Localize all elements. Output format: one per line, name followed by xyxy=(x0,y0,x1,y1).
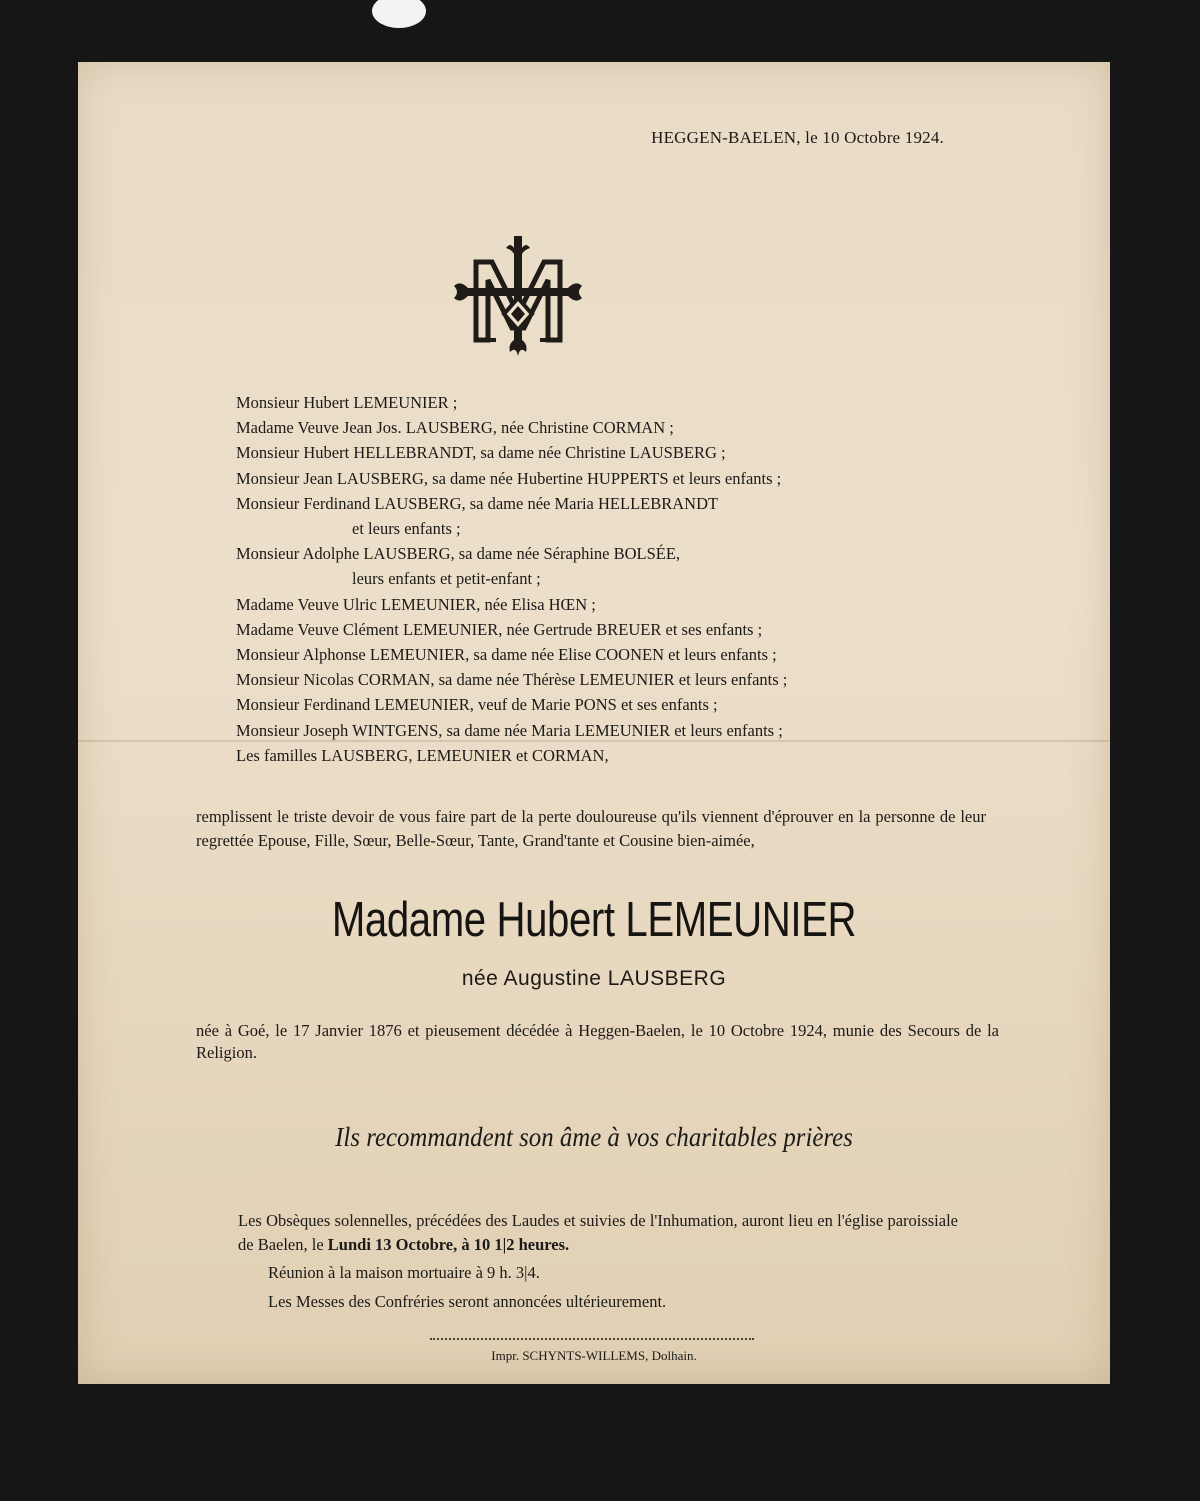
marian-monogram-cross-icon xyxy=(448,228,588,358)
mourner-line-continuation: leurs enfants et petit-enfant ; xyxy=(352,569,541,589)
maiden-name: née Augustine LAUSBERG xyxy=(461,967,727,990)
mourner-line: Madame Veuve Jean Jos. LAUSBERG, née Christine CORMAN ; xyxy=(236,418,674,438)
gathering-details: Réunion à la maison mortuaire à 9 h. 3|4. xyxy=(268,1263,540,1282)
announcement-intro: remplissent le triste devoir de vous faire part de la perte douloureuse qu'ils viennent d'éprouver en la personne de leur regrettée Epouse, Fille, Sœur, Belle-Sœur, Tante, Grand'tante et Cousine bien-aimée, xyxy=(196,807,986,850)
funeral-details xyxy=(238,1209,958,1257)
masses-notice: Les Messes des Confréries seront annoncées ultérieurement. xyxy=(268,1292,667,1311)
mourner-line: Les familles LAUSBERG, LEMEUNIER et CORMAN, xyxy=(236,745,609,765)
mourner-line: Monsieur Alphonse LEMEUNIER, sa dame née Elise COONEN et leurs enfants ; xyxy=(236,645,777,665)
mourner-line: Madame Veuve Clément LEMEUNIER, née Gertrude BREUER et ses enfants ; xyxy=(236,619,763,639)
funeral-text: Les Obsèques solennelles, précédées des Laudes et suivies de l'Inhumation, auront lieu en l'église paroissiale de Baelen, le xyxy=(238,1211,958,1254)
printer-credit: Impr. SCHYNTS-WILLEMS, Dolhain. xyxy=(491,1348,697,1363)
place-date: HEGGEN-BAELEN, le 10 Octobre 1924. xyxy=(651,128,944,147)
mourner-line: Madame Veuve Ulric LEMEUNIER, née Elisa HŒN ; xyxy=(236,594,596,614)
mourner-line: Monsieur Ferdinand LEMEUNIER, veuf de Marie PONS et ses enfants ; xyxy=(236,695,718,715)
mourner-line: Monsieur Hubert LEMEUNIER ; xyxy=(236,393,458,412)
mourner-line: Monsieur Joseph WINTGENS, sa dame née Maria LEMEUNIER et leurs enfants ; xyxy=(236,720,783,740)
prayer-request: Ils recommandent son âme à vos charitables prières xyxy=(335,1122,853,1152)
punch-hole xyxy=(372,0,426,28)
birth-death-dates: née à Goé, le 17 Janvier 1876 et pieusement décédée à Heggen-Baelen, le 10 Octobre 1924, munie des Secours de la Religion. xyxy=(196,1021,999,1062)
mourner-line: Monsieur Adolphe LAUSBERG, sa dame née Séraphine BOLSÉE, xyxy=(236,544,681,564)
mourner-line: Monsieur Ferdinand LAUSBERG, sa dame née Maria HELLEBRANDT xyxy=(236,493,719,513)
deceased-name: Madame Hubert LEMEUNIER xyxy=(331,893,857,947)
mourner-line: Monsieur Nicolas CORMAN, sa dame née Thérèse LEMEUNIER et leurs enfants ; xyxy=(236,670,788,690)
mourner-line: Monsieur Jean LAUSBERG, sa dame née Hubertine HUPPERTS et leurs enfants ; xyxy=(236,468,782,488)
mourners-list xyxy=(236,390,787,768)
mourner-line-continuation: et leurs enfants ; xyxy=(352,519,461,539)
mourner-line: Monsieur Hubert HELLEBRANDT, sa dame née Christine LAUSBERG ; xyxy=(236,443,726,463)
funeral-notice-card xyxy=(78,62,1110,1384)
funeral-time: Lundi 13 Octobre, à 10 1|2 heures. xyxy=(327,1235,570,1254)
dotted-divider xyxy=(430,1338,754,1340)
